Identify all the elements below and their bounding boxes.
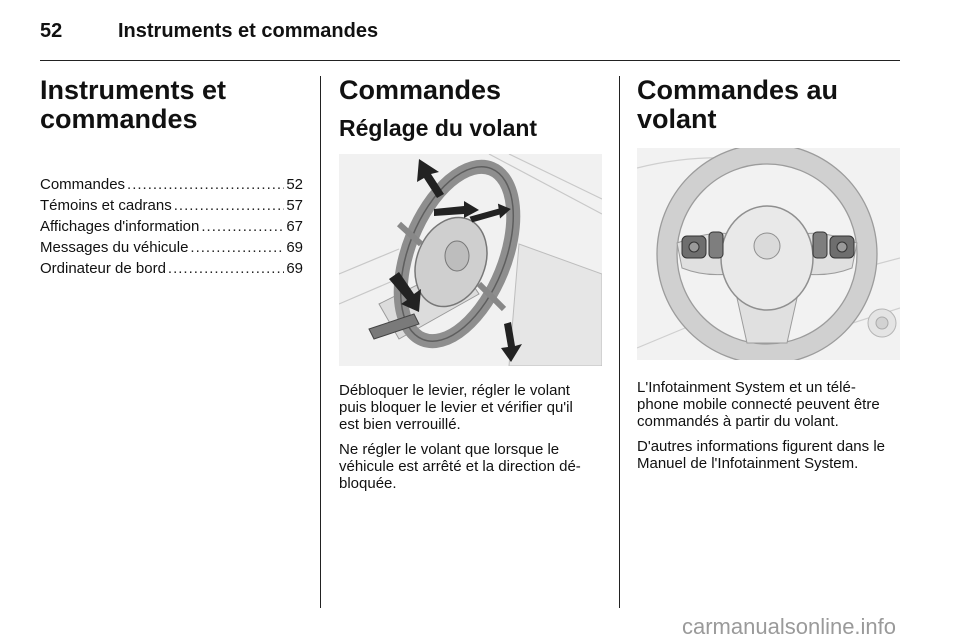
chapter-title bbox=[40, 76, 303, 134]
chapter-title-line1: Instruments et bbox=[40, 75, 227, 105]
steering-wheel-adjustment-icon bbox=[339, 154, 602, 366]
text-line: véhicule est arrêté et la direction dé- bbox=[339, 458, 581, 475]
adjustment-column bbox=[339, 76, 601, 500]
controls-paragraph-1 bbox=[637, 379, 900, 430]
text-line: Ne régler le volant que lorsque le bbox=[339, 441, 560, 458]
watermark: carmanualsonline.info bbox=[682, 614, 897, 639]
steering-wheel-controls-icon bbox=[637, 148, 900, 360]
text-line: puis bloquer le levier et vérifier qu'il bbox=[339, 399, 573, 416]
text-line: D'autres informations figurent dans le bbox=[637, 438, 885, 455]
controls-text bbox=[637, 379, 900, 472]
text-line: L'Infotainment System et un télé- bbox=[637, 379, 856, 396]
toc-entry[interactable] bbox=[40, 174, 303, 195]
toc-entry-page: 57 bbox=[286, 197, 303, 214]
toc-leader bbox=[127, 174, 284, 195]
controls-column bbox=[637, 76, 900, 480]
toc-leader bbox=[168, 258, 284, 279]
text-line: commandés à partir du volant. bbox=[637, 413, 839, 430]
page-number: 52 bbox=[40, 20, 63, 42]
controls-paragraph-2 bbox=[637, 438, 900, 472]
toc-leader bbox=[190, 237, 284, 258]
adjustment-text bbox=[339, 382, 601, 492]
column-divider-1 bbox=[320, 76, 321, 608]
text-line: Manuel de l'Infotainment System. bbox=[637, 455, 859, 472]
adjustment-paragraph-2 bbox=[339, 441, 601, 492]
header-rule bbox=[40, 60, 900, 61]
adjustment-paragraph-1 bbox=[339, 382, 601, 433]
chapter-title-line2: commandes bbox=[40, 104, 198, 134]
section2-title: Commandes au volant bbox=[637, 75, 839, 134]
text-line: Débloquer le levier, régler le volant bbox=[339, 382, 570, 399]
table-of-contents bbox=[40, 174, 303, 279]
column-divider-2 bbox=[619, 76, 620, 608]
toc-entry[interactable] bbox=[40, 216, 303, 237]
steering-wheel-controls-figure bbox=[637, 148, 900, 360]
toc-entry[interactable] bbox=[40, 237, 303, 258]
toc-entry-label: Affichages d'information bbox=[40, 218, 200, 235]
section-subtitle: Réglage du volant bbox=[339, 115, 538, 141]
text-line: est bien verrouillé. bbox=[339, 416, 461, 433]
toc-entry-page: 69 bbox=[286, 239, 303, 256]
toc-entry-label: Commandes bbox=[40, 176, 126, 193]
toc-entry-label: Témoins et cadrans bbox=[40, 197, 172, 214]
toc-entry-label: Messages du véhicule bbox=[40, 239, 189, 256]
section-title: Commandes bbox=[339, 75, 502, 105]
page-header bbox=[40, 20, 900, 60]
toc-leader bbox=[174, 195, 285, 216]
text-line: bloquée. bbox=[339, 475, 397, 492]
toc-entry[interactable] bbox=[40, 258, 303, 279]
chapter-column bbox=[40, 76, 303, 279]
toc-entry-page: 69 bbox=[286, 260, 303, 277]
toc-entry-page: 52 bbox=[286, 176, 303, 193]
text-line: phone mobile connecté peuvent être bbox=[637, 396, 880, 413]
toc-entry[interactable] bbox=[40, 195, 303, 216]
toc-leader bbox=[201, 216, 284, 237]
steering-wheel-adjustment-figure bbox=[339, 154, 602, 366]
toc-entry-page: 67 bbox=[286, 218, 303, 235]
toc-entry-label: Ordinateur de bord bbox=[40, 260, 166, 277]
running-title: Instruments et commandes bbox=[118, 20, 379, 42]
